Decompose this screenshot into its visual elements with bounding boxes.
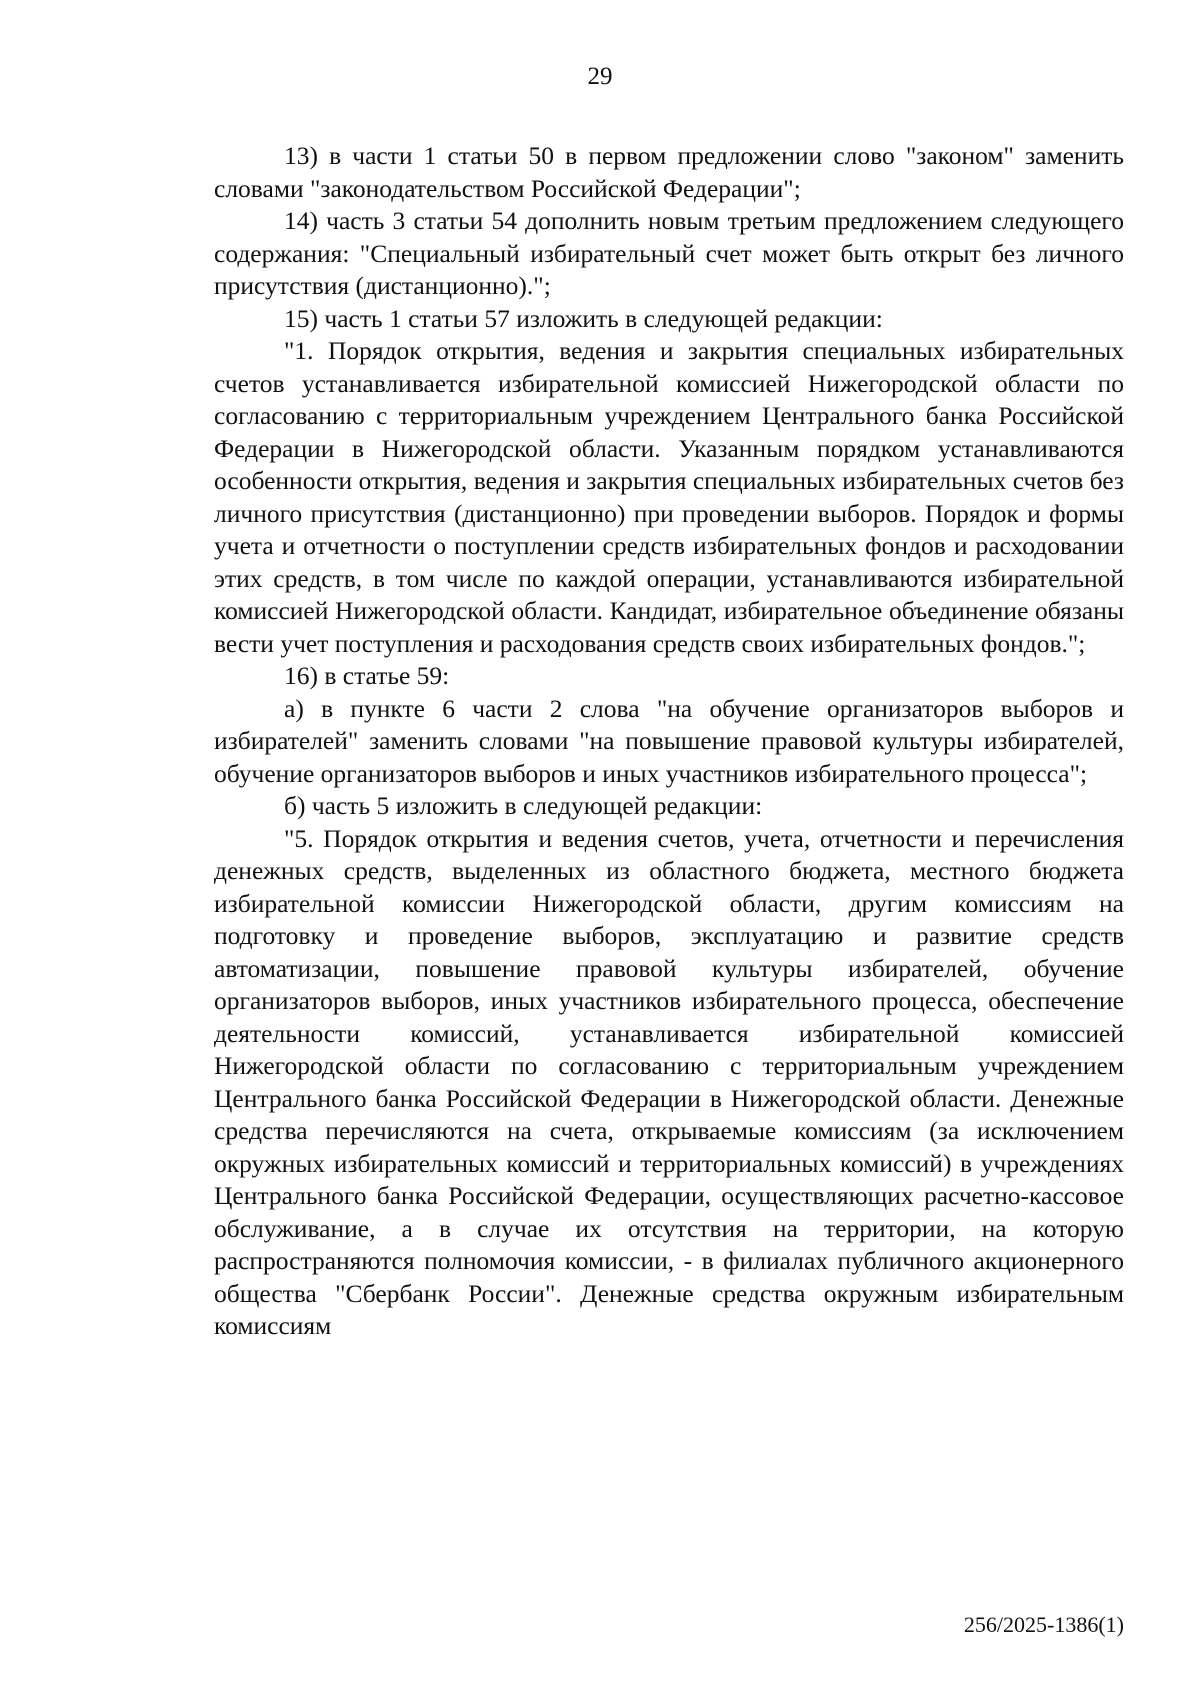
document-body (214, 140, 1124, 1343)
paragraph-item-13: 13) в части 1 статьи 50 в первом предложении слово "законом" заменить словами "законодательством Российской Федерации"; (214, 141, 1124, 203)
paragraph-quoted-part-5: "5. Порядок открытия и ведения счетов, учета, отчетности и перечисления денежных средств, выделенных из областного бюджета, местного бюджета избирательной комиссии Нижегородской области, другим комиссиям на подготовку и проведение выборов, эксплуатацию и развитие средств автоматизации, повышение правовой культуры избирателей, обучение организаторов выборов, иных участников избирательного процесса, обеспечение деятельности комиссий, устанавливается избирательной комиссией Нижегородской области по согласованию с территориальным учреждением Центрального банка Российской Федерации в Нижегородской области. Денежные средства перечисляются на счета, открываемые комиссиям (за исключением окружных избирательных комиссий и территориальных комиссий) в учреждениях Центрального банка Российской Федерации, осуществляющих расчетно-кассовое обслуживание, а в случае их отсутствия на территории, на которую распространяются полномочия комиссии, - в филиалах публичного акционерного общества "Сбербанк России". Денежные средства окружным избирательным комиссиям (214, 823, 1124, 1340)
paragraph-item-14: 14) часть 3 статьи 54 дополнить новым третьим предложением следующего содержания: "Специальный избирательный счет может быть открыт без личного присутствия (дистанционно)."; (214, 206, 1124, 300)
paragraph-quoted-article-57: "1. Порядок открытия, ведения и закрытия специальных избирательных счетов устанавливается избирательной комиссией Нижегородской области по согласованию с территориальным учреждением Центрального банка Российской Федерации в Нижегородской области. Указанным порядком устанавливаются особенности открытия, ведения и закрытия специальных избирательных счетов без личного присутствия (дистанционно) при проведении выборов. Порядок и формы учета и отчетности о поступлении средств избирательных фондов и расходовании этих средств, в том числе по каждой операции, устанавливаются избирательной комиссией Нижегородской области. Кандидат, избирательное объединение обязаны вести учет поступления и расходования средств своих избирательных фондов."; (214, 336, 1124, 658)
paragraph-item-16: 16) в статье 59: (284, 661, 450, 690)
paragraph-subitem-b: б) часть 5 изложить в следующей редакции: (284, 791, 763, 820)
paragraph-subitem-a: а) в пункте 6 части 2 слова "на обучение организаторов выборов и избирателей" заменить словами "на повышение правовой культуры избирателей, обучение организаторов выборов и иных участников избирательного процесса"; (214, 693, 1124, 788)
paragraph-item-15: 15) часть 1 статьи 57 изложить в следующей редакции: (284, 303, 883, 333)
page-number: 29 (587, 63, 613, 90)
document-code: 256/2025-1386(1) (963, 1612, 1124, 1637)
